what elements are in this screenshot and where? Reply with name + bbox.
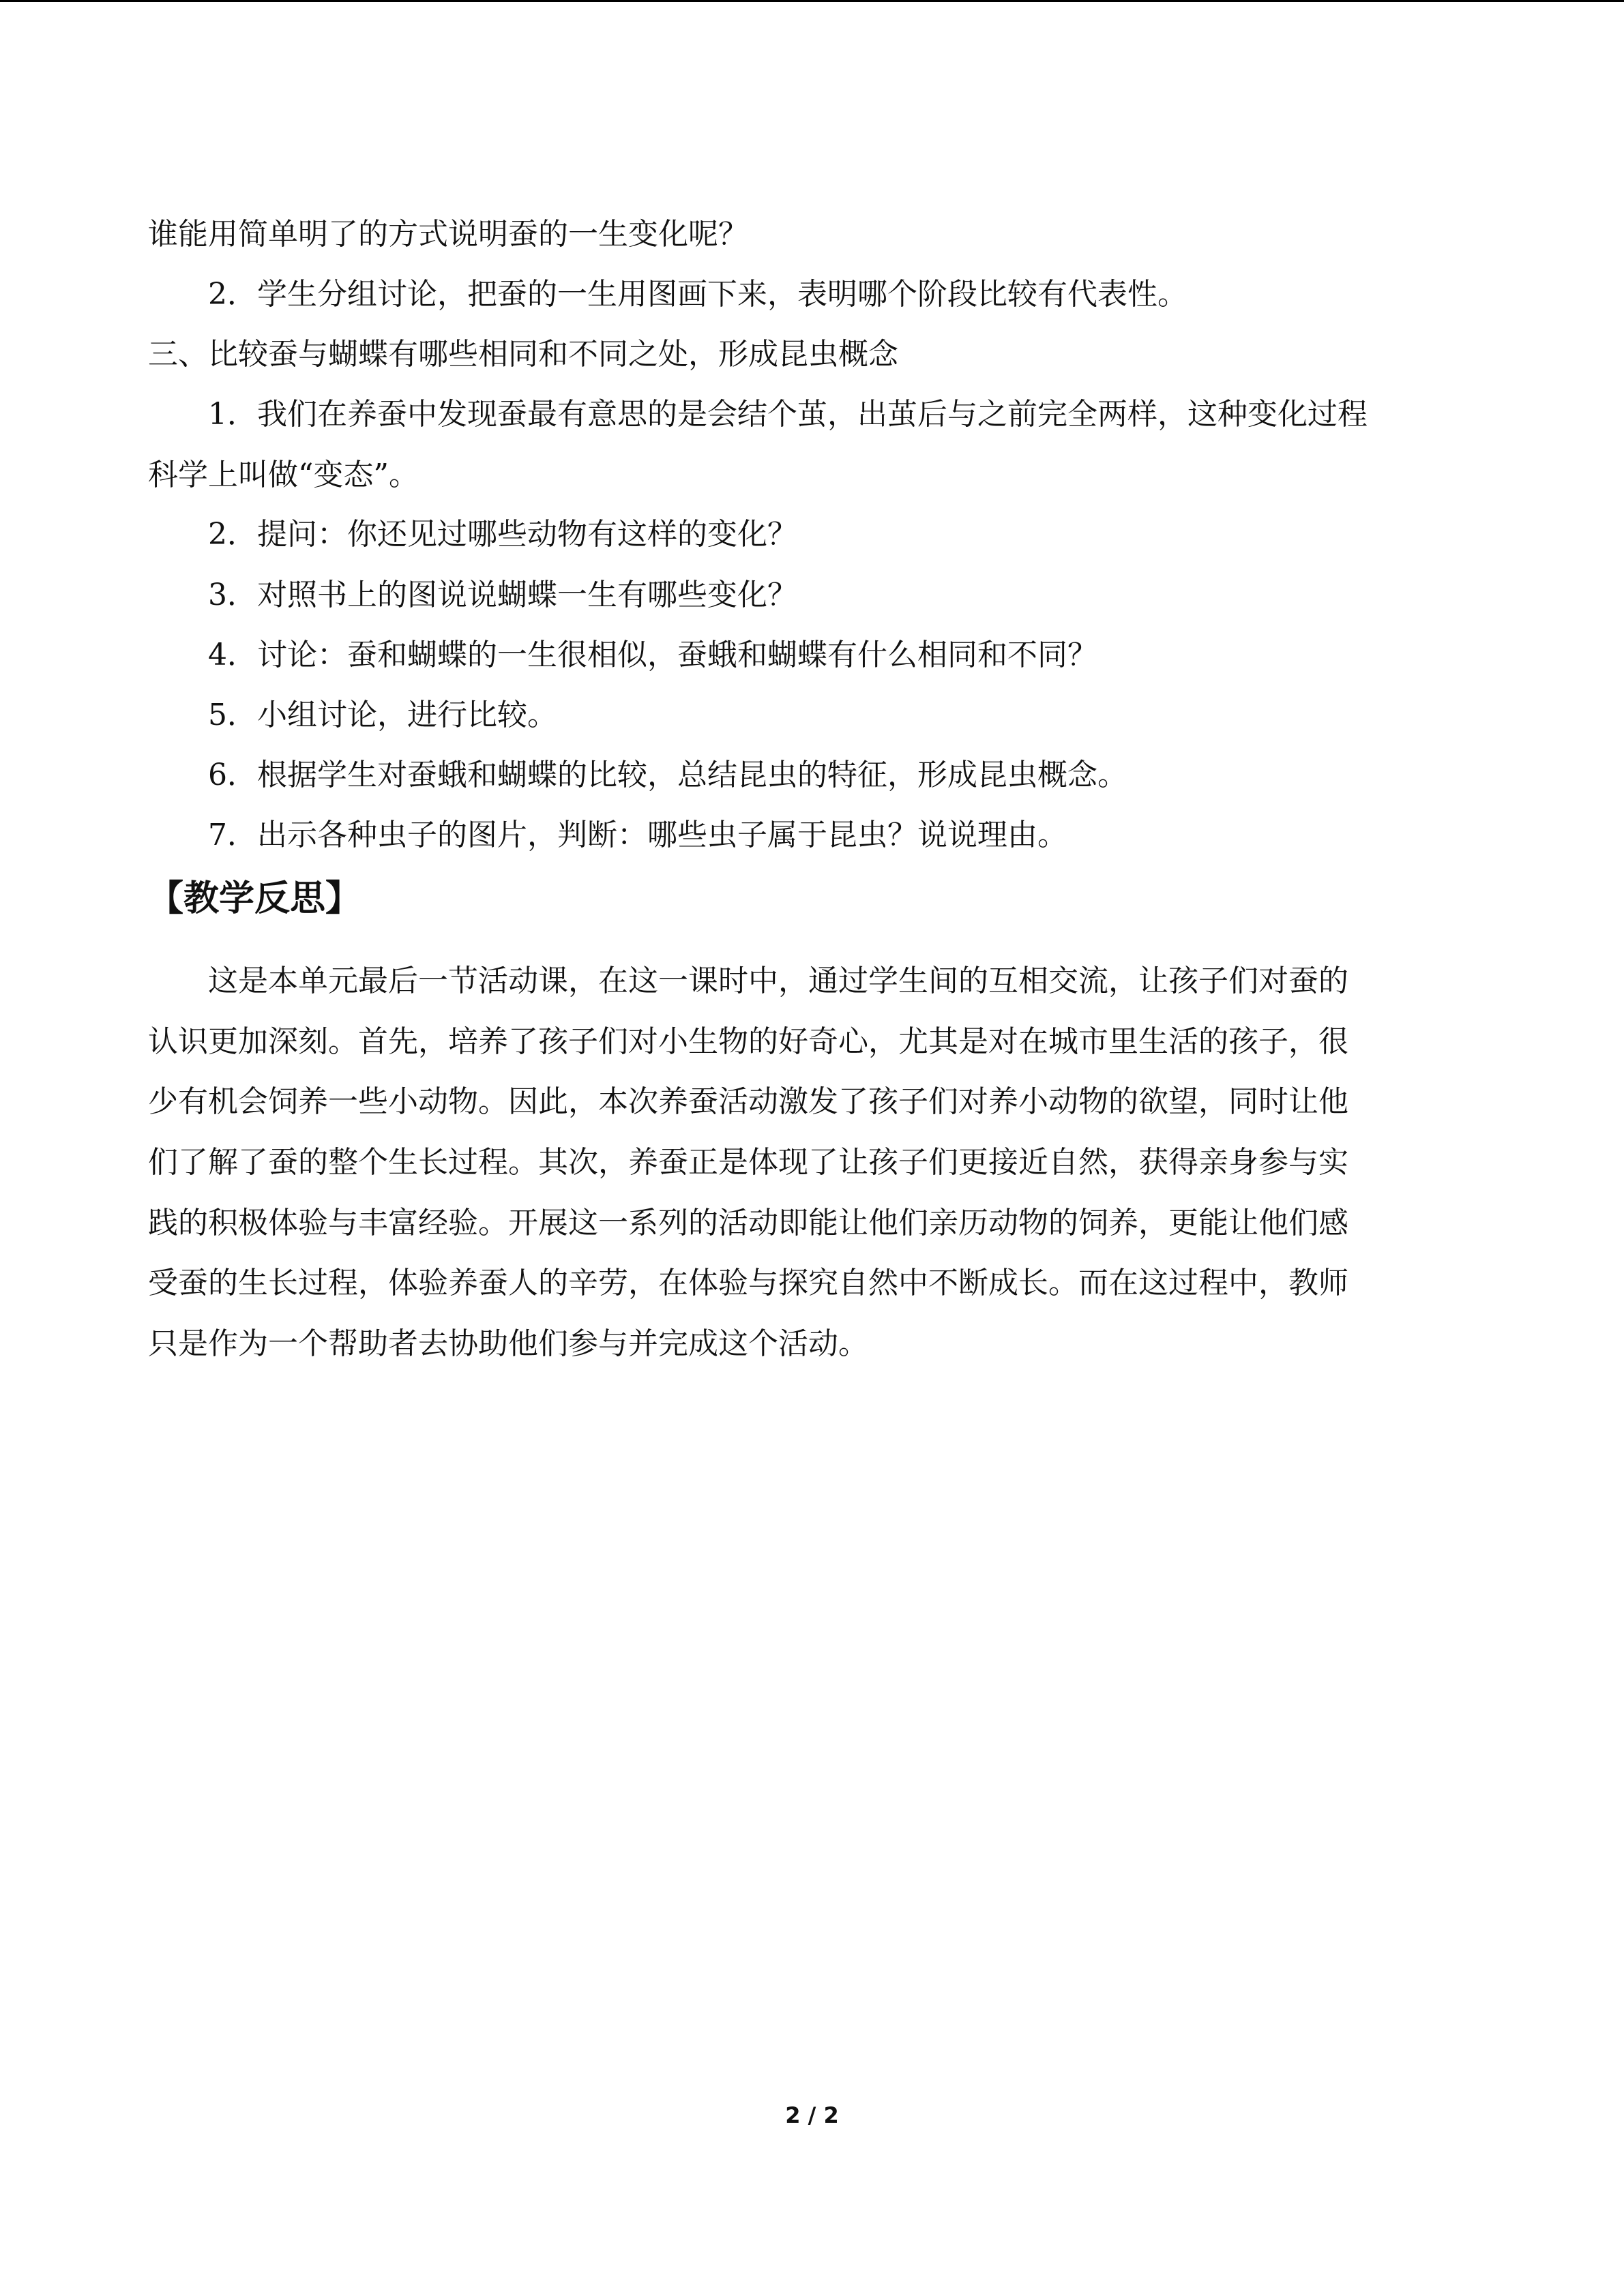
paragraph-line: 践的积极体验与丰富经验。开展这一系列的活动即能让他们亲历动物的饲养，更能让他们感 xyxy=(148,1206,1348,1240)
list-item: 2．提问：你还见过哪些动物有这样的变化？ xyxy=(208,517,797,552)
text-line: 谁能用简单明了的方式说明蚕的一生变化呢？ xyxy=(148,217,748,252)
list-item: 7．出示各种虫子的图片，判断：哪些虫子属于昆虫？说说理由。 xyxy=(208,818,1067,852)
paragraph-line: 们了解了蚕的整个生长过程。其次，养蚕正是体现了让孩子们更接近自然，获得亲身参与实 xyxy=(148,1145,1348,1180)
paragraph-line: 只是作为一个帮助者去协助他们参与并完成这个活动。 xyxy=(148,1326,868,1361)
paragraph-line: 少有机会饲养一些小动物。因此，本次养蚕活动激发了孩子们对养小动物的欲望，同时让他 xyxy=(148,1084,1348,1119)
list-item: 4．讨论：蚕和蝴蝶的一生很相似，蚕蛾和蝴蝶有什么相同和不同？ xyxy=(208,638,1097,672)
section-title: 三、比较蚕与蝴蝶有哪些相同和不同之处，形成昆虫概念 xyxy=(148,337,898,372)
paragraph-line: 这是本单元最后一节活动课，在这一课时中，通过学生间的互相交流，让孩子们对蚕的 xyxy=(208,964,1348,998)
list-item: 2．学生分组讨论，把蚕的一生用图画下来，表明哪个阶段比较有代表性。 xyxy=(208,277,1187,312)
list-item: 6．根据学生对蚕蛾和蝴蝶的比较，总结昆虫的特征，形成昆虫概念。 xyxy=(208,758,1127,792)
list-item: 5．小组讨论，进行比较。 xyxy=(208,698,557,732)
text-line: 科学上叫做“变态”。 xyxy=(148,458,419,492)
paragraph-line: 认识更加深刻。首先，培养了孩子们对小生物的好奇心，尤其是对在城市里生活的孩子，很 xyxy=(148,1024,1348,1059)
page-number: 2 / 2 xyxy=(785,2102,839,2128)
paragraph-line: 受蚕的生长过程，体验养蚕人的辛劳，在体验与探究自然中不断成长。而在这过程中，教师 xyxy=(148,1266,1348,1300)
list-item: 1．我们在养蚕中发现蚕最有意思的是会结个茧，出茧后与之前完全两样，这种变化过程 xyxy=(208,397,1368,432)
list-item: 3．对照书上的图说说蝴蝶一生有哪些变化？ xyxy=(208,578,797,612)
section-heading: 【教学反思】 xyxy=(148,878,361,919)
